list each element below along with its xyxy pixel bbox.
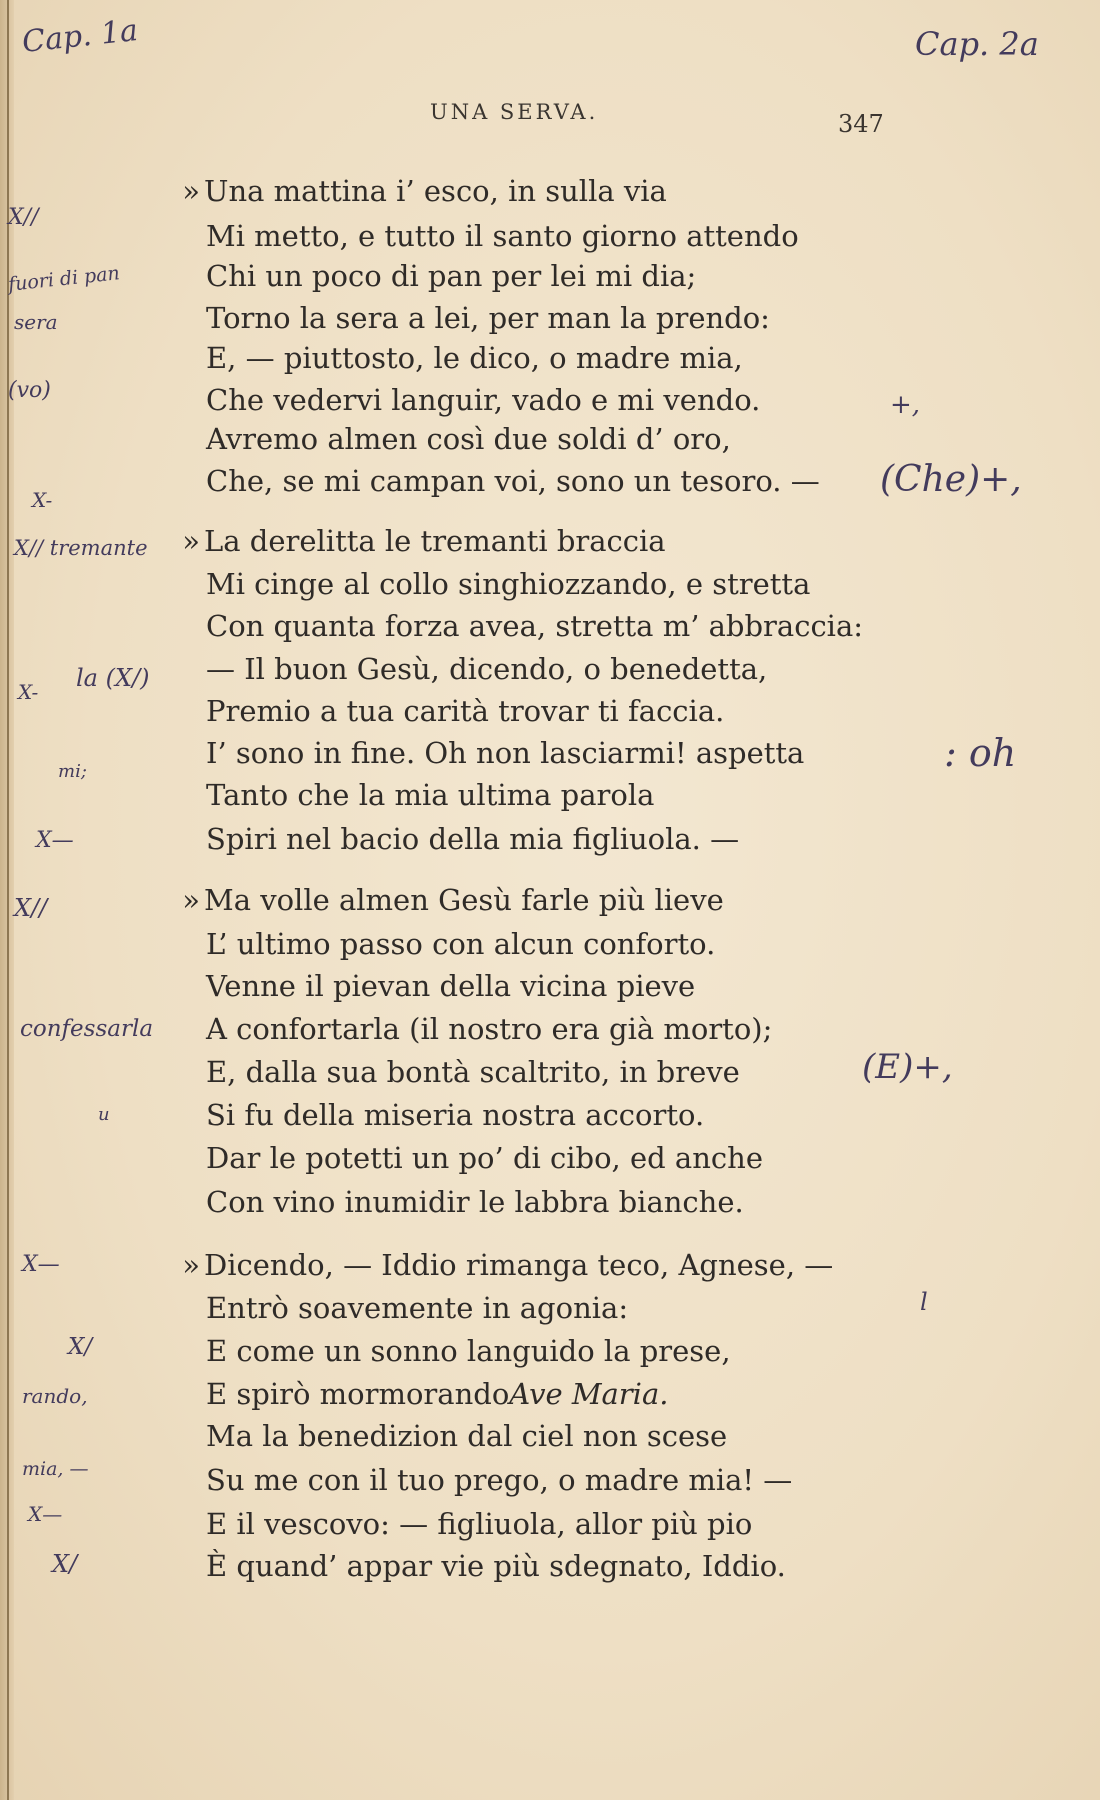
verse-line: E, dalla sua bontà scaltrito, in breve [206,1055,740,1089]
margin-note: X— [28,1502,63,1526]
verse-line: Su me con il tuo prego, o madre mia! — [206,1463,793,1497]
verse-line: Entrò soavemente in agonia: [206,1291,629,1325]
verse-line: Torno la sera a lei, per man la prendo: [206,301,770,335]
verse-line: E spirò mormorandoAve Maria. [206,1377,669,1411]
margin-note: : oh [944,731,1017,775]
verse-line: Che, se mi campan voi, sono un tesoro. — [206,464,820,498]
running-head: UNA SERVA. [430,100,599,124]
margin-note: l [920,1288,928,1316]
margin-note: rando, [22,1384,88,1408]
margin-note: X- [32,488,53,512]
margin-note: X— [36,828,74,853]
verse-line: Che vedervi languir, vado e mi vendo. [206,383,761,417]
margin-note: X- [18,680,39,704]
margin-note: (E)+, [862,1047,953,1087]
margin-note: X// [8,205,39,230]
margin-note: sera [14,310,58,334]
verse-line: Chi un poco di pan per lei mi dia; [206,259,697,293]
verse-line: L’ ultimo passo con alcun conforto. [206,927,716,961]
verse-line: E il vescovo: — figliuola, allor più pio [206,1507,753,1541]
verse-line: È quand’ appar vie più sdegnato, Iddio. [206,1549,786,1583]
margin-note: mia, — [22,1458,89,1480]
margin-note: X— [22,1252,60,1277]
verse-line: E come un sonno languido la prese, [206,1334,731,1368]
verse-line: » La derelitta le tremanti braccia [182,524,666,558]
verse-line: A confortarla (il nostro era già morto); [206,1012,773,1046]
verse-line: — Il buon Gesù, dicendo, o benedetta, [206,652,768,686]
margin-note-top-right: Cap. 2a [915,25,1039,63]
verse-line: Venne il pievan della vicina pieve [206,969,696,1003]
verse-line: Premio a tua carità trovar ti faccia. [206,694,725,728]
verse-line: Tanto che la mia ultima parola [206,778,655,812]
margin-note: mi; [58,761,87,782]
margin-note: (vo) [8,378,51,403]
margin-note: X// [14,894,48,922]
verse-line: Si fu della miseria nostra accorto. [206,1098,705,1132]
page-number: 347 [838,110,884,138]
verse-line: Dar le potetti un po’ di cibo, ed anche [206,1141,763,1175]
margin-note: +, [890,390,921,420]
verse-line: Mi metto, e tutto il santo giorno attendo [206,219,799,253]
verse-line: » Ma volle almen Gesù farle più lieve [182,883,724,917]
verse-line: » Dicendo, — Iddio rimanga teco, Agnese, — [182,1248,834,1282]
margin-note: la (X/) [76,664,150,692]
verse-line: Con quanta forza avea, stretta m’ abbraccia: [206,609,864,643]
margin-note: confessarla [20,1016,154,1042]
verse-line: Mi cinge al collo singhiozzando, e stretta [206,567,811,601]
margin-note: (Che)+, [880,459,1022,500]
verse-line: E, — piuttosto, le dico, o madre mia, [206,341,743,375]
margin-note: fuori di pan [7,262,121,296]
verse-line: Ma la benedizion dal ciel non scese [206,1419,728,1453]
verse-line: I’ sono in fine. Oh non lasciarmi! aspetta [206,736,805,770]
margin-note: X/ [52,1550,78,1578]
verse-line: » Una mattina i’ esco, in sulla via [182,174,667,208]
verse-line: Spiri nel bacio della mia figliuola. — [206,822,740,856]
verse-line: Avremo almen così due soldi d’ oro, [206,422,731,456]
margin-note: X// tremante [14,536,148,560]
margin-note: u [98,1104,110,1125]
margin-note-top-left: Cap. 1a [20,13,140,60]
verse-line: Con vino inumidir le labbra bianche. [206,1185,744,1219]
margin-note: X/ [68,1334,93,1360]
